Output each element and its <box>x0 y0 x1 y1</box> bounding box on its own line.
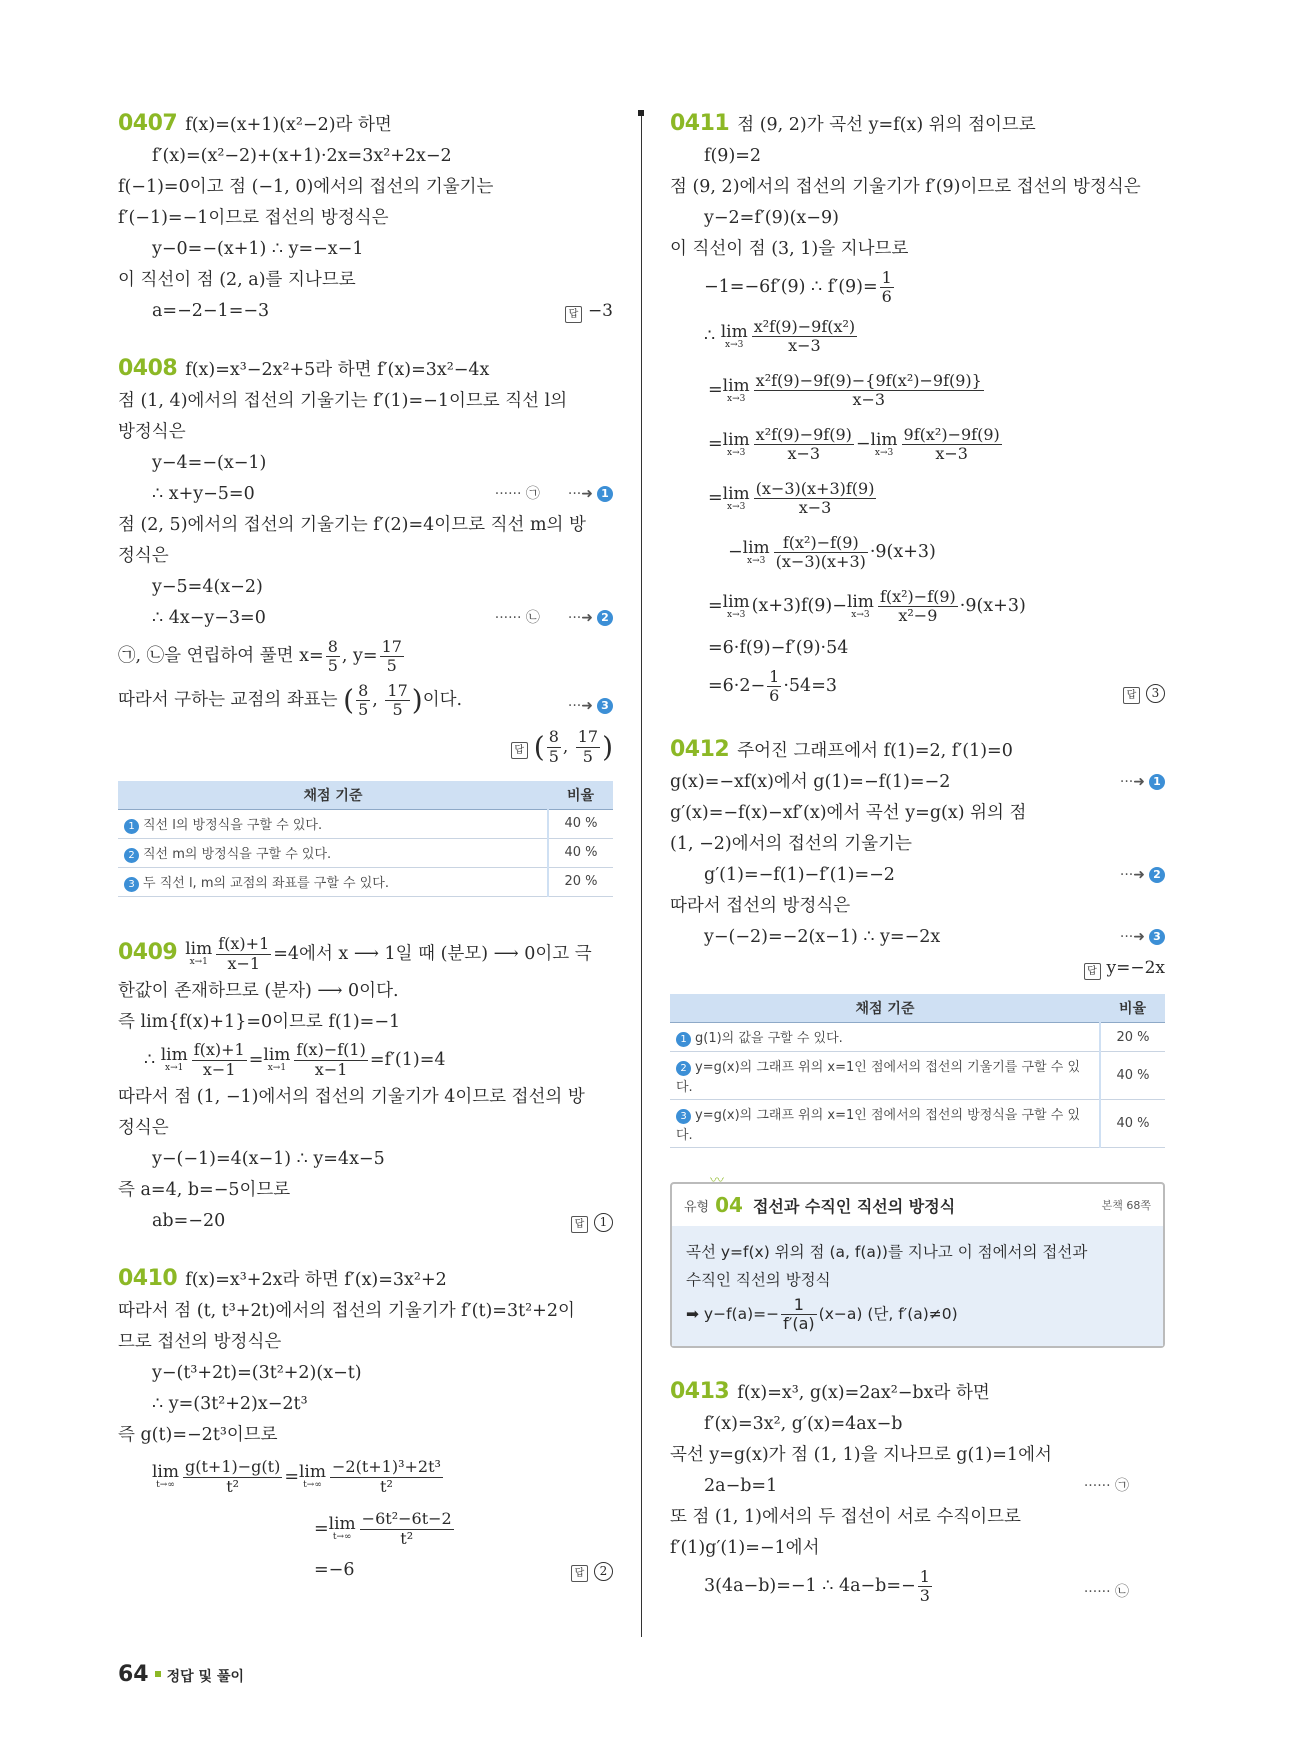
table-cell: 40 % <box>1100 1100 1165 1148</box>
denominator: t² <box>380 1476 393 1496</box>
equation-mark: ······ ㉠ <box>1083 1478 1129 1494</box>
denominator: 5 <box>327 656 338 675</box>
text-line: 3(4a−b)=−1 ∴ 4a−b=− <box>704 1576 916 1596</box>
table-cell: g(1)의 값을 구할 수 있다. <box>695 1031 843 1046</box>
text-line: f′(−1)=−1이므로 접선의 방정식은 <box>118 208 389 228</box>
numerator: 17 <box>577 727 599 747</box>
table-cell: 40 % <box>1100 1052 1165 1100</box>
lim-text: lim <box>720 321 748 342</box>
text-line: y−(−2)=−2(x−1) ∴ y=−2x <box>704 927 941 947</box>
text-line: =6·f(9)−f′(9)·54 <box>708 638 849 658</box>
numerator: f(x²)−f(9) <box>879 586 956 606</box>
text-line: 점 (2, 5)에서의 접선의 기울기는 f′(2)=4이므로 직선 m의 방 <box>118 515 586 535</box>
text-line: 정식은 <box>118 546 169 566</box>
limit <box>329 1516 356 1542</box>
step-badge: 3 <box>597 698 613 714</box>
step-badge: 2 <box>597 610 613 626</box>
lim-sub: x→3 <box>727 609 746 620</box>
table-cell: 두 직선 l, m의 교점의 좌표를 구할 수 있다. <box>143 875 389 891</box>
text-line: y−0=−(x+1) ∴ y=−x−1 <box>152 239 364 259</box>
text-line: ➡ y−f(a)=− <box>686 1305 780 1323</box>
problem-number: 0407 <box>118 111 178 136</box>
numerator: −6t²−6t−2 <box>361 1509 452 1529</box>
denominator: x−3 <box>788 336 821 355</box>
numerator: f(x)+1 <box>218 934 270 954</box>
step-badge: 1 <box>676 1032 691 1047</box>
denominator: (x−3)(x+3) <box>775 552 866 571</box>
numerator: 8 <box>358 680 369 700</box>
step-badge: 1 <box>1149 774 1165 790</box>
numerator: x²f(9)−9f(9) <box>755 424 852 444</box>
text-line: 즉 g(t)=−2t³이므로 <box>118 1424 278 1445</box>
text-line: ·9(x+3) <box>959 596 1026 616</box>
answer-value: 3 <box>1146 684 1165 703</box>
lim-text: lim <box>263 1045 291 1065</box>
problem-number: 0411 <box>670 111 730 136</box>
fraction <box>330 1458 443 1496</box>
problem-number: 0409 <box>118 939 178 965</box>
text-line: 2a−b=1 <box>704 1476 778 1496</box>
limit <box>722 591 750 620</box>
text-line: 방정식은 <box>118 422 186 442</box>
lim-text: lim <box>298 1462 326 1482</box>
table-cell: 직선 l의 방정식을 구할 수 있다. <box>143 817 323 833</box>
text-line: g′(x)=−f(x)−xf′(x)에서 곡선 y=g(x) 위의 점 <box>670 803 1027 823</box>
denominator: x−1 <box>314 1059 348 1079</box>
type-page-ref[interactable]: 본책 68쪽 <box>1101 1199 1151 1212</box>
table-cell: 20 % <box>548 867 613 896</box>
text-line: f′(x)=3x², g′(x)=4ax−b <box>704 1414 903 1434</box>
lim-text: lim <box>328 1514 356 1534</box>
lim-text: lim <box>152 1462 179 1482</box>
answer: 답 ( $\frac{8}{5}$ , $\frac{17}{5}$ ) <box>511 723 613 772</box>
numerator: 1 <box>769 666 780 686</box>
text-line: 따라서 점 (1, −1)에서의 접선의 기울기가 4이므로 접선의 방 <box>118 1086 585 1107</box>
fraction <box>576 728 600 766</box>
problem-0411: 0411 점 (9, 2)가 곡선 y=f(x) 위의 점이므로 f(9)=2 점 (9, 2)에서의 접선의 기울기가 f′(9)이므로 접선의 방정식은 y−2=f′(9)(x−9) 이 직선이 점 (3, 1)을 지나므로 −1=−6f′(9) ∴ f′(9)= $\frac{1}{6}$ ∴ lim x→3 $\frac{\text{x²f(9)−9f(x²)}}{x-3}$ = lim x→3 $\frac{\text{x²f(9)−9f(9)−\{9f(x²)−9f(9)\}}}{x-3}$ = lim x→3 $\frac{\text{x²f(9)−9f(9)}}{x-3}$ − lim x→3 $\frac{\text{9f(x²)−9f(9)}}{x-3}$ = lim x→3 $\frac{(x-3)(x+3)f(9)}{x-3}$ − lim x→3 $\frac{\text{f(x²)−f(9)}}{(x-3)(x+3)}$ ·9(x+3) = lim x→3 (x+3)f(9)− lim x→3 $\frac{\text{f(x²)−f(9)}}{\text{x²−9}}$ ·9(x+3) =6·f(9)−f′(9)·54 =6·2− $\frac{1}{6}$ ·54=3 답 3 <box>670 108 1165 708</box>
equation-mark: ······ ㉡ <box>494 610 540 626</box>
answer <box>571 1555 613 1586</box>
text-line: 수직인 직선의 방정식 <box>686 1271 831 1289</box>
limit <box>870 429 898 458</box>
text-line: 점 (9, 2)가 곡선 y=f(x) 위의 점이므로 <box>737 115 1036 135</box>
equation-mark: ······ ㉠ <box>494 486 540 502</box>
denominator: 5 <box>548 746 559 766</box>
text-line: ∴ 4x−y−3=0 <box>152 608 266 628</box>
fraction <box>774 534 868 572</box>
fraction <box>294 1041 367 1079</box>
footer-square-icon <box>155 1671 161 1677</box>
denominator: x−3 <box>852 390 886 409</box>
fraction <box>547 728 561 766</box>
fraction <box>754 480 877 518</box>
text-line: g(x)=−xf(x)에서 g(1)=−f(1)=−2 <box>670 772 951 792</box>
text-line: 또 점 (1, 1)에서의 두 접선이 서로 수직이므로 <box>670 1507 1021 1527</box>
limit <box>299 1464 326 1490</box>
answer-icon: 답 <box>565 306 582 323</box>
text-line: f(x)=x³−2x²+5라 하면 f′(x)=3x²−4x <box>185 360 490 380</box>
fraction <box>902 426 1002 464</box>
text-line: ∴ x+y−5=0 <box>152 484 255 504</box>
divider-dot <box>638 110 644 116</box>
text-line: ab=−20 <box>152 1210 226 1231</box>
text-line: =4에서 x ⟶ 1일 때 (분모) ⟶ 0이고 극 <box>273 943 592 964</box>
numerator: g(t+1)−g(t) <box>185 1457 281 1477</box>
type-tag: 유형 <box>684 1199 710 1215</box>
text-line: y−5=4(x−2) <box>152 577 263 597</box>
lim-sub: x→3 <box>725 339 744 350</box>
lim-sub: x→1 <box>267 1063 287 1073</box>
text-line: f(−1)=0이고 점 (−1, 0)에서의 접선의 기울기는 <box>118 177 494 197</box>
lim-text: lim <box>722 429 750 450</box>
text-line: 이다. <box>422 690 463 710</box>
text-line: 한값이 존재하므로 (분자) ⟶ 0이다. <box>118 980 399 1001</box>
limit <box>152 1464 179 1490</box>
answer <box>571 1206 613 1237</box>
text-line: f(x)=(x+1)(x²−2)라 하면 <box>185 115 392 135</box>
denominator: 5 <box>358 700 369 719</box>
fraction <box>356 682 370 720</box>
table-row <box>118 809 613 838</box>
problem-number: 0408 <box>118 356 178 381</box>
arrow-icon: ···➜ <box>567 698 593 714</box>
text-line: y−4=−(x−1) <box>152 453 267 473</box>
step-badge: 3 <box>124 877 139 892</box>
type-header <box>672 1184 1163 1226</box>
text-line: =−6 <box>314 1559 355 1580</box>
text-line: 따라서 점 (t, t³+2t)에서의 접선의 기울기가 f′(t)=3t²+2이 <box>118 1300 575 1321</box>
text-line: , y= <box>341 646 378 666</box>
problem-0413 <box>670 1376 1165 1608</box>
lim-sub: x→3 <box>727 447 746 458</box>
text-line: 즉 lim{f(x)+1}=0이므로 f(1)=−1 <box>118 1011 401 1032</box>
lim-text: lim <box>870 429 898 450</box>
wave-icon: 〰 <box>710 1173 724 1189</box>
text-line: f(x)=x³, g(x)=2ax²−bx라 하면 <box>737 1383 990 1403</box>
step-badge: 2 <box>124 848 139 863</box>
limit <box>722 483 750 512</box>
table-row <box>118 838 613 867</box>
fraction <box>326 638 340 676</box>
denominator: 5 <box>386 656 397 675</box>
right-column <box>670 108 1165 1634</box>
step-badge: 1 <box>124 819 139 834</box>
text-line: =6·2− <box>708 676 766 696</box>
limit <box>263 1047 290 1073</box>
fraction <box>216 935 271 973</box>
lim-sub: t→∞ <box>332 1532 352 1542</box>
fraction <box>754 426 854 464</box>
lim-text: lim <box>742 537 770 558</box>
lim-sub: x→3 <box>727 501 746 512</box>
text-line: g′(1)=−f(1)−f′(1)=−2 <box>704 865 895 885</box>
limit <box>185 941 212 967</box>
lim-text: lim <box>185 939 213 959</box>
answer-icon: 답 <box>1123 687 1140 704</box>
limit <box>720 321 748 350</box>
problem-number: 0410 <box>118 1265 178 1291</box>
answer <box>1084 953 1166 984</box>
answer-icon: 답 <box>1084 963 1101 980</box>
fraction <box>880 269 894 307</box>
type-title: 접선과 수직인 직선의 방정식 <box>752 1196 956 1216</box>
denominator: 3 <box>919 1586 930 1605</box>
lim-sub: x→3 <box>747 555 766 566</box>
fraction <box>918 1568 932 1606</box>
step-badge: 3 <box>1149 929 1165 945</box>
problem-number: 0412 <box>670 737 730 762</box>
lim-text: lim <box>722 375 750 396</box>
table-cell: 직선 m의 방정식을 구할 수 있다. <box>143 846 332 862</box>
column-divider <box>641 112 642 1637</box>
denominator: x−1 <box>227 953 261 973</box>
type-body <box>672 1226 1163 1346</box>
text-line: (x+3)f(9)− <box>751 596 847 616</box>
text-line: y−(−1)=4(x−1) ∴ y=4x−5 <box>152 1148 385 1169</box>
text-line: 므로 접선의 방정식은 <box>118 1331 282 1352</box>
denominator: x²−9 <box>898 606 938 625</box>
lim-text: lim <box>722 591 750 612</box>
page-footer <box>118 1662 244 1687</box>
problem-0409: 0409 lim x→1 $\frac{f(x)+1}{x-1}$ =4에서 x ⟶ 1일 때 (분모) ⟶ 0이고 극 한값이 존재하므로 (분자) ⟶ 0이다. 즉 lim{f(x)+1}=0이므로 f(1)=−1 ∴ lim x→1 $\frac{f(x)+1}{x-1}$ = lim x→1 $\frac{f(x)-f(1)}{x-1}$ =f′(1)=4 따라서 점 (1, −1)에서의 접선의 기울기가 4이므로 접선의 방 정식은 y−(−1)=4(x−1) ∴ y=4x−5 즉 a=4, b=−5이므로 ab=−20 답 1 <box>118 931 613 1237</box>
numerator: 8 <box>548 727 559 747</box>
fraction <box>360 1510 454 1548</box>
text-line: 곡선 y=f(x) 위의 점 (a, f(a))를 지나고 이 점에서의 접선과 <box>686 1243 1088 1261</box>
numerator: x²f(9)−9f(x²) <box>753 316 856 336</box>
table-header: 채점 기준 <box>118 781 548 810</box>
step-badge: 2 <box>676 1061 691 1076</box>
limit <box>722 375 750 404</box>
fraction <box>380 638 404 676</box>
text-line: a=−2−1=−3 <box>152 301 270 321</box>
arrow-icon: ···➜ <box>567 610 593 626</box>
grading-table <box>670 994 1165 1148</box>
fraction <box>183 1458 282 1496</box>
denominator: x−3 <box>798 498 832 517</box>
text-line: ㉠, ㉡을 연립하여 풀면 x= <box>118 646 324 666</box>
table-cell: 40 % <box>548 838 613 867</box>
table-cell: 40 % <box>548 809 613 838</box>
text-line: f(9)=2 <box>704 146 762 166</box>
denominator: t² <box>226 1476 240 1496</box>
text-line: y−2=f′(9)(x−9) <box>704 208 839 228</box>
type-number: 04 <box>715 1193 743 1217</box>
lim-sub: x→1 <box>189 957 208 967</box>
lim-sub: x→3 <box>874 447 894 458</box>
text-line: =f′(1)=4 <box>369 1049 446 1070</box>
lim-text: lim <box>846 591 874 612</box>
numerator: 9f(x²)−9f(9) <box>903 424 1000 444</box>
left-column <box>118 108 613 1612</box>
fraction <box>385 682 409 720</box>
numerator: 1 <box>919 1566 930 1586</box>
text-line: 따라서 구하는 교점의 좌표는 <box>118 690 338 710</box>
text-line: f′(x)=(x²−2)+(x+1)·2x=3x²+2x−2 <box>152 146 452 166</box>
numerator: f(x)+1 <box>193 1040 245 1060</box>
text-line: f(x)=x³+2x라 하면 f′(x)=3x²+2 <box>185 1269 447 1290</box>
text-line: ·9(x+3) <box>869 542 936 562</box>
answer <box>565 296 613 327</box>
footer-title: 정답 및 풀이 <box>166 1669 244 1685</box>
text-line: 점 (9, 2)에서의 접선의 기울기가 f′(9)이므로 접선의 방정식은 <box>670 177 1141 197</box>
text-line: 이 직선이 점 (2, a)를 지나므로 <box>118 270 356 290</box>
denominator: 5 <box>392 700 403 719</box>
text-line: y−(t³+2t)=(3t²+2)(x−t) <box>152 1362 362 1383</box>
grading-table <box>118 781 613 897</box>
text-line: 즉 a=4, b=−5이므로 <box>118 1179 291 1200</box>
arrow-icon: ···➜ <box>567 486 593 502</box>
answer-icon: 답 <box>571 1216 588 1233</box>
text-line: ·54=3 <box>783 676 837 696</box>
fraction <box>767 668 781 706</box>
limit <box>742 537 770 566</box>
table-cell: 20 % <box>1100 1023 1165 1052</box>
denominator: 6 <box>769 686 780 705</box>
table-header: 채점 기준 <box>670 994 1100 1023</box>
lim-text: lim <box>160 1045 188 1065</box>
fraction <box>752 318 857 356</box>
problem-0408: 0408 f(x)=x³−2x²+5라 하면 f′(x)=3x²−4x 점 (1, 4)에서의 접선의 기울기는 f′(1)=−1이므로 직선 l의 방정식은 y−4=−(x−1) ∴ x+y−5=0 ······ ㉠ ···➜ 1 점 (2, 5)에서의 접선의 기울기는 f′(2)=4이므로 직선 m의 방 정식은 y−5=4(x−2) ∴ 4x−y−3=0 ······ ㉡ ···➜ 2 ㉠, ㉡을 연립하여 풀면 x= $\frac{8}{5}$ , y= $\frac{17}{5}$ 따라서 구하는 교점의 좌표는 ( $\frac{8}{5}$ , $\frac{17}{5}$ )이다. ···➜ 3 답 ( $\frac{8}{5}$ , $\frac{17}{5}$ ) 채점 기준 비율 1 직선 l의 방정식을 구할 수 있다. 40 % 2 직선 m의 방정식을 구할 수 있다. 40 % 3 두 직선 l, m의 교점의 좌표를 구할 수 있다. 20 % <box>118 353 613 897</box>
text-line: (x−a) (단, f′(a)≠0) <box>818 1305 958 1323</box>
text-line: 따라서 접선의 방정식은 <box>670 896 851 916</box>
answer-value: y=−2x <box>1106 958 1165 978</box>
problem-number: 0413 <box>670 1379 730 1404</box>
arrow-icon: ···➜ <box>1119 867 1145 883</box>
table-header: 비율 <box>1100 994 1165 1023</box>
arrow-icon: ···➜ <box>1119 929 1145 945</box>
text-line: 점 (1, 4)에서의 접선의 기울기는 f′(1)=−1이므로 직선 l의 <box>118 391 568 411</box>
text-line: ∴ y=(3t²+2)x−2t³ <box>152 1393 308 1414</box>
denominator: 6 <box>881 287 892 306</box>
text-line: f′(1)g′(1)=−1에서 <box>670 1538 820 1558</box>
text-line: 곡선 y=g(x)가 점 (1, 1)을 지나므로 g(1)=1에서 <box>670 1445 1052 1465</box>
lim-sub: x→1 <box>165 1063 184 1073</box>
numerator: x²f(9)−9f(9)−{9f(x²)−9f(9)} <box>755 370 982 390</box>
table-row <box>670 1052 1165 1100</box>
limit <box>722 429 750 458</box>
lim-sub: x→3 <box>851 609 870 620</box>
text-line: 정식은 <box>118 1117 169 1138</box>
limit <box>846 591 874 620</box>
table-row <box>670 1023 1165 1052</box>
answer-value: −3 <box>587 301 613 321</box>
table-row <box>670 1100 1165 1148</box>
step-badge: 1 <box>597 486 613 502</box>
denominator: 5 <box>582 746 593 766</box>
numerator: −2(t+1)³+2t³ <box>331 1457 441 1477</box>
numerator: (x−3)(x+3)f(9) <box>755 478 875 498</box>
type-box <box>670 1173 1165 1348</box>
table-cell: y=g(x)의 그래프 위의 x=1인 점에서의 접선의 기울기를 구할 수 있다. <box>676 1060 1080 1095</box>
lim-sub: t→∞ <box>303 1480 322 1490</box>
numerator: f(x²)−f(9) <box>774 534 868 553</box>
answer-icon: 답 <box>571 1565 588 1582</box>
answer-icon: 답 <box>511 742 528 759</box>
limit <box>161 1047 188 1073</box>
numerator: f(x)−f(1) <box>296 1040 366 1060</box>
numerator: 17 <box>381 636 402 656</box>
numerator: 1 <box>781 1296 817 1315</box>
denominator: f′(a) <box>783 1314 815 1333</box>
denominator: x−1 <box>202 1059 236 1079</box>
numerator: 17 <box>387 680 408 700</box>
fraction <box>878 588 958 626</box>
answer-value: 1 <box>594 1213 613 1232</box>
text-line: −1=−6f′(9) ∴ f′(9)= <box>704 277 878 297</box>
lim-sub: x→3 <box>727 393 746 404</box>
fraction <box>192 1041 247 1079</box>
answer-value: 2 <box>594 1562 613 1581</box>
page-number: 64 <box>118 1662 149 1687</box>
denominator: t² <box>400 1528 414 1548</box>
numerator: 8 <box>327 636 338 656</box>
table-cell: y=g(x)의 그래프 위의 x=1인 점에서의 접선의 방정식을 구할 수 있다. <box>676 1108 1080 1143</box>
numerator: 1 <box>881 267 892 287</box>
problem-0412 <box>670 734 1165 1148</box>
step-badge: 2 <box>1149 867 1165 883</box>
answer <box>1123 670 1165 714</box>
fraction <box>754 372 984 410</box>
step-badge: 3 <box>676 1109 691 1124</box>
text-line: 주어진 그래프에서 f(1)=2, f′(1)=0 <box>737 741 1013 761</box>
denominator: x−3 <box>935 444 968 463</box>
text-line: (1, −2)에서의 접선의 기울기는 <box>670 834 912 854</box>
lim-text: lim <box>722 483 750 504</box>
problem-0407 <box>118 108 613 327</box>
problem-0410: 0410 f(x)=x³+2x라 하면 f′(x)=3x²+2 따라서 점 (t, t³+2t)에서의 접선의 기울기가 f′(t)=3t²+2이 므로 접선의 방정식은 y−(t³+2t)=(3t²+2)(x−t) ∴ y=(3t²+2)x−2t³ 즉 g(t)=−2t³이므로 lim t→∞ $\frac{g(t+1)-g(t)}{\text{t²}}$ = lim t→∞ $\frac{\text{−2(t+1)³+2t³}}{\text{t²}}$ = lim t→∞ $\frac{\text{−6t²−6t−2}}{\text{t²}}$ =−6 답 2 <box>118 1263 613 1586</box>
fraction <box>781 1296 817 1334</box>
lim-sub: t→∞ <box>156 1480 175 1490</box>
text-line: 이 직선이 점 (3, 1)을 지나므로 <box>670 239 909 259</box>
table-row <box>118 867 613 896</box>
denominator: x−3 <box>787 444 821 463</box>
equation-mark: ······ ㉡ <box>1083 1584 1129 1600</box>
arrow-icon: ···➜ <box>1119 774 1145 790</box>
table-header: 비율 <box>548 781 613 810</box>
